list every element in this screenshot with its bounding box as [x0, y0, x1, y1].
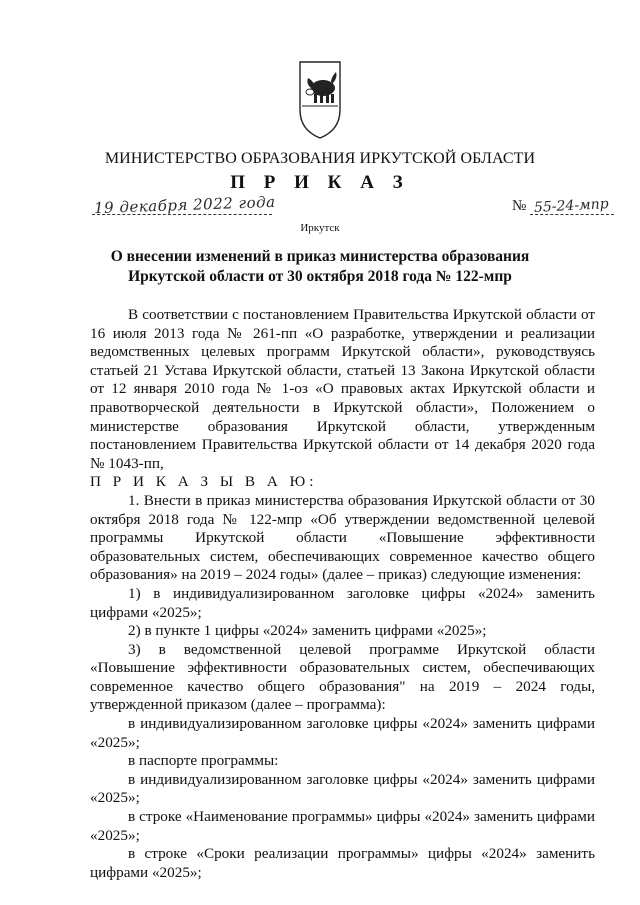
document-type-title: П Р И К А З [230, 172, 410, 193]
subject-line-1: О внесении изменений в приказ министерства образования [110, 248, 530, 265]
preamble-paragraph: В соответствии с постановлением Правительства Иркутской области от 16 июля 2013 года № 261-пп «О разработке, утверждении и реализации ведомственных целевых программ Иркутской области», руководствуясь статьей 21 Устава Иркутской области, статьей 13 Закона Иркутской области от 12 января 2010 года № 1-оз «О правовых актах Иркутской области и правотворческой деятельности в Иркутской области», Положением о министерстве образования Иркутской области, утвержденным постановлением Правительства Иркутской области от 14 декабря 2020 года № 1043-пп, [90, 306, 595, 472]
date-underline [92, 214, 272, 216]
subitem-1-paragraph: 1) в индивидуализированном заголовке цифры «2024» заменить цифрами «2025»; [90, 584, 595, 621]
change-paragraph-3: в индивидуализированном заголовке цифры «2024» заменить цифрами «2025»; [90, 770, 595, 807]
subject-line-2: Иркутской области от 30 октября 2018 года № 122-мпр [128, 268, 512, 285]
city-name: Иркутск [300, 222, 340, 234]
handwritten-number: 55-24-мпр [533, 196, 610, 216]
change-paragraph-5: в строке «Сроки реализации программы» цифры «2024» заменить цифрами «2025»; [90, 845, 595, 881]
subitem-2-paragraph: 2) в пункте 1 цифры «2024» заменить цифрами «2025»; [128, 622, 487, 640]
number-sign: № [512, 198, 527, 214]
order-body [90, 306, 595, 882]
ministry-name: МИНИСТЕРСТВО ОБРАЗОВАНИЯ ИРКУТСКОЙ ОБЛАСТИ [104, 150, 536, 167]
change-paragraph-1: в индивидуализированном заголовке цифры «2024» заменить цифрами «2025»; [90, 715, 595, 751]
handwritten-date: 19 декабря 2022 года [93, 192, 276, 218]
order-subject [90, 247, 550, 287]
change-paragraph-4: в строке «Наименование программы» цифры «2024» заменить цифрами «2025»; [90, 808, 595, 844]
change-paragraph-2: в паспорте программы: [128, 752, 279, 770]
subitem-3-paragraph: 3) в ведомственной целевой программе Иркутской области «Повышение эффективности образовательных систем, обеспечивающих современное качество общего образования" на 2019 – 2024 годы, утвержденной приказом (далее – программа): [90, 640, 595, 714]
item-1-paragraph: 1. Внести в приказ министерства образования Иркутской области от 30 октября 2018 года № 122-мпр «Об утверждении ведомственной целевой программы Иркутской области «Повышение эффективности образовательных систем, обеспечивающих современное качество общего образования» на 2019 – 2024 годы» (далее – приказ) следующие изменения: [90, 491, 595, 584]
number-underline [530, 214, 614, 216]
coat-of-arms-emblem [296, 58, 344, 142]
document-number [512, 198, 609, 215]
command-word: П Р И К А З Ы В А Ю: [90, 473, 318, 491]
